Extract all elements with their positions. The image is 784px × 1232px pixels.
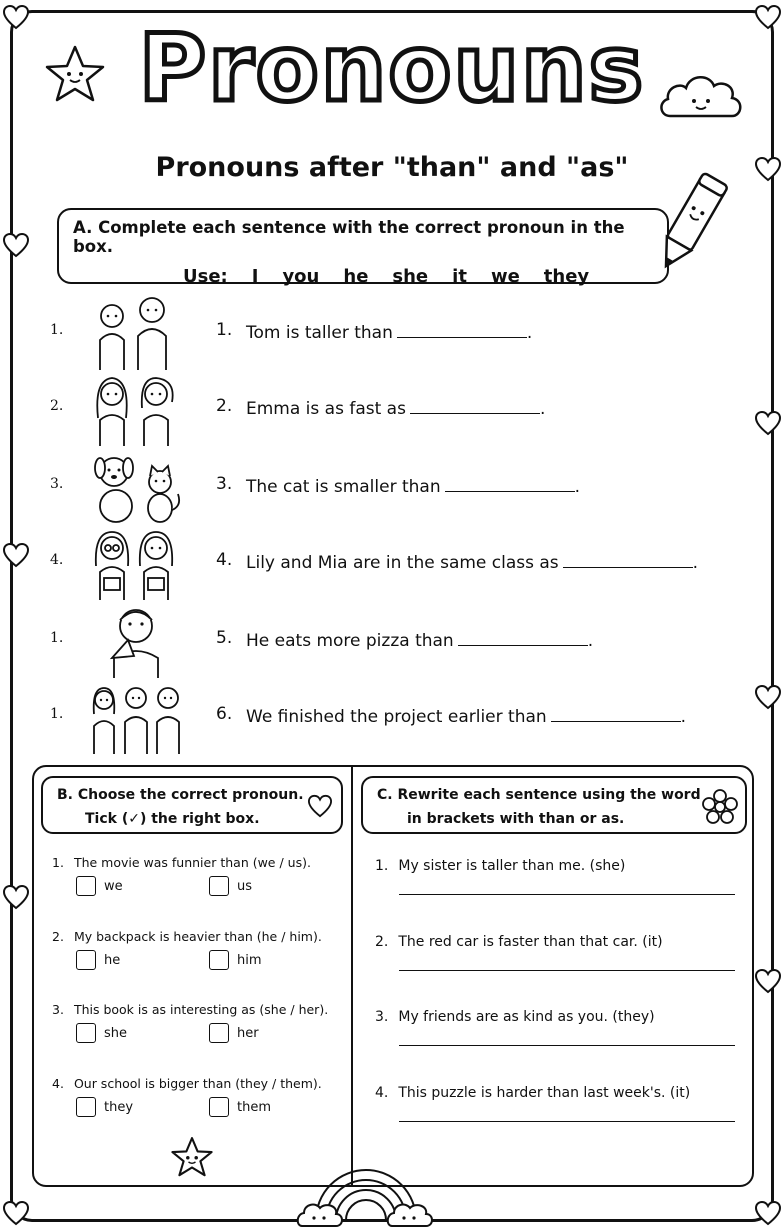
children-illustration [86, 372, 186, 446]
answer-blank[interactable] [410, 396, 540, 414]
heart-icon [754, 1200, 782, 1226]
children-illustration [86, 680, 186, 754]
star-icon [170, 1136, 214, 1178]
option-label: her [237, 1025, 259, 1041]
picture-number: 1. [50, 630, 64, 646]
checkbox[interactable] [209, 876, 229, 896]
question-number: 4. [375, 1085, 389, 1101]
question-text: This book is as interesting as (she / her). [73, 1002, 329, 1017]
word-bank-word: you [282, 266, 320, 287]
pencil-icon [648, 168, 728, 288]
heart-icon [2, 884, 30, 910]
option-label: he [104, 952, 121, 968]
option[interactable] [209, 1097, 342, 1117]
rewrite-question [375, 1009, 737, 1046]
children-illustration [86, 526, 186, 600]
heart-icon [307, 794, 333, 818]
option[interactable] [209, 950, 342, 970]
word-bank-word: it [452, 266, 467, 287]
choice-question [52, 855, 342, 896]
children-illustration [86, 604, 186, 678]
sentence-number: 2. [216, 396, 233, 416]
choice-question [52, 1076, 342, 1117]
option-label: we [104, 878, 123, 894]
word-bank-word: she [392, 266, 429, 287]
sentence-end: . [526, 323, 533, 343]
choice-question [52, 1002, 342, 1043]
sentence [246, 474, 580, 497]
question-text: My backpack is heavier than (he / him). [73, 929, 322, 944]
option-label: them [237, 1099, 271, 1115]
choice-question [52, 929, 342, 970]
answer-blank[interactable] [445, 474, 575, 492]
heart-icon [754, 968, 782, 994]
exercise-a-row [0, 372, 784, 446]
option[interactable] [76, 1023, 209, 1043]
option-label: us [237, 878, 253, 894]
answer-line[interactable] [399, 1045, 735, 1046]
sentence-end: . [692, 553, 699, 573]
sentence-end: . [680, 707, 687, 727]
option[interactable] [209, 876, 342, 896]
answer-blank[interactable] [458, 628, 588, 646]
sentence-end: . [539, 399, 546, 419]
checkbox[interactable] [209, 1097, 229, 1117]
word-bank [183, 266, 653, 287]
sentence-number: 3. [216, 474, 233, 494]
question-text: This puzzle is harder than last week's. (it) [398, 1085, 691, 1101]
sentence-text: He eats more pizza than [246, 631, 454, 651]
sentence-text: The cat is smaller than [246, 477, 441, 497]
heart-icon [2, 1200, 30, 1226]
sentence-number: 4. [216, 550, 233, 570]
sentence-end: . [574, 477, 581, 497]
question-number: 3. [375, 1009, 389, 1025]
sentence [246, 396, 545, 419]
word-bank-label: Use: [183, 266, 228, 287]
sentence-end: . [587, 631, 594, 651]
option[interactable] [209, 1023, 342, 1043]
sentence [246, 550, 698, 573]
rainbow-icon [296, 1140, 436, 1230]
answer-blank[interactable] [551, 704, 681, 722]
question-text: Our school is bigger than (they / them). [73, 1076, 322, 1091]
word-bank-word: he [343, 266, 369, 287]
exercise-a-row [0, 526, 784, 600]
question-number: 1. [375, 858, 389, 874]
picture-number: 1. [50, 322, 64, 338]
sentence-number: 1. [216, 320, 233, 340]
answer-line[interactable] [399, 894, 735, 895]
question-number: 3. [52, 1002, 64, 1017]
word-bank-word: they [543, 266, 590, 287]
exercise-a-row [0, 296, 784, 370]
exercise-a-row [0, 450, 784, 524]
option-label: him [237, 952, 262, 968]
checkbox[interactable] [76, 1023, 96, 1043]
question-number: 2. [375, 934, 389, 950]
answer-line[interactable] [399, 1121, 735, 1122]
checkbox[interactable] [209, 1023, 229, 1043]
children-illustration [86, 296, 186, 370]
option[interactable] [76, 876, 209, 896]
heart-icon [2, 232, 30, 258]
question-text: The movie was funnier than (we / us). [73, 855, 311, 870]
answer-blank[interactable] [397, 320, 527, 338]
question-text: My sister is taller than me. (she) [398, 858, 626, 874]
checkbox[interactable] [76, 1097, 96, 1117]
exercise-a-row [0, 680, 784, 754]
sentence [246, 704, 686, 727]
sentence-text: We finished the project earlier than [246, 707, 547, 727]
page-subtitle: Pronouns after "than" and "as" [155, 152, 629, 183]
checkbox[interactable] [209, 950, 229, 970]
picture-number: 3. [50, 476, 64, 492]
section-b-header [41, 776, 343, 834]
sentence-number: 5. [216, 628, 233, 648]
children-illustration [86, 450, 186, 524]
option-label: she [104, 1025, 128, 1041]
question-text: My friends are as kind as you. (they) [398, 1009, 655, 1025]
answer-line[interactable] [399, 970, 735, 971]
rewrite-question [375, 1085, 737, 1122]
rewrite-question [375, 934, 737, 971]
picture-number: 2. [50, 398, 64, 414]
section-a-instruction: A. Complete each sentence with the correct pronoun in the box. [73, 218, 625, 256]
question-number: 2. [52, 929, 64, 944]
word-bank-word: I [251, 266, 259, 287]
option[interactable] [76, 950, 209, 970]
answer-blank[interactable] [563, 550, 693, 568]
sentence [246, 320, 532, 343]
sentence-number: 6. [216, 704, 233, 724]
option[interactable] [76, 1097, 209, 1117]
checkbox[interactable] [76, 950, 96, 970]
exercise-a-row [0, 604, 784, 678]
section-c-instruction: C. Rewrite each sentence using the word [377, 787, 701, 803]
rewrite-question [375, 858, 737, 895]
picture-number: 4. [50, 552, 64, 568]
question-number: 4. [52, 1076, 64, 1091]
word-bank-word: we [490, 266, 520, 287]
picture-number: 1. [50, 706, 64, 722]
section-b-instruction-2: Tick (✓) the right box. [85, 810, 260, 827]
section-b-instruction: B. Choose the correct pronoun. [57, 787, 304, 803]
sentence-text: Lily and Mia are in the same class as [246, 553, 559, 573]
column-divider [351, 765, 353, 1187]
page-title: Pronouns [138, 15, 646, 122]
section-c-instruction-2: in brackets with than or as. [407, 810, 625, 827]
flower-icon [701, 788, 739, 826]
question-number: 1. [52, 855, 64, 870]
checkbox[interactable] [76, 876, 96, 896]
sentence-text: Tom is taller than [246, 323, 393, 343]
question-text: The red car is faster than that car. (it) [398, 934, 663, 950]
sentence [246, 628, 593, 651]
section-c-header [361, 776, 747, 834]
option-label: they [104, 1099, 134, 1115]
sentence-text: Emma is as fast as [246, 399, 406, 419]
section-a-header [57, 208, 669, 287]
